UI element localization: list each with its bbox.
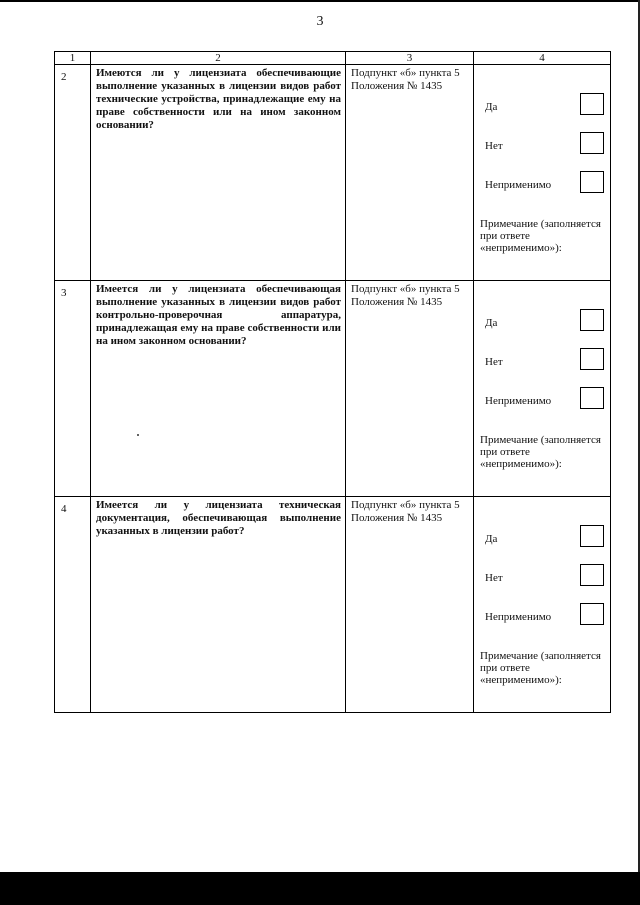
option-na-checkbox[interactable]	[580, 387, 604, 409]
option-yes-label: Да	[485, 101, 498, 113]
option-yes-label: Да	[485, 533, 498, 545]
question-text: Имеются ли у лицензиата обеспечивающие выполнение указанных в лицензии видов работ технические устройства, принадлежащие ему на праве собственности или на ином законном основании?	[91, 65, 346, 281]
option-yes-label: Да	[485, 317, 498, 329]
option-na-label: Неприменимо	[485, 179, 552, 191]
header-cell-1: 1	[55, 52, 91, 65]
question-text-content: Имеется ли у лицензиата обеспечивающая выполнение указанных в лицензии видов работ контрольно-проверочная аппаратура, принадлежащая ему на праве собственности или на ином законном основании?	[96, 283, 341, 347]
note-text: Примечание (заполняется при ответе «неприменимо»):	[480, 218, 601, 254]
header-cell-3: 3	[346, 52, 474, 65]
question-text	[91, 281, 346, 497]
legal-reference: Подпункт «б» пункта 5 Положения № 1435	[346, 497, 474, 713]
legal-reference: Подпункт «б» пункта 5 Положения № 1435	[346, 281, 474, 497]
option-na-checkbox[interactable]	[580, 603, 604, 625]
option-no-label: Нет	[485, 356, 503, 368]
note-text: Примечание (заполняется при ответе «неприменимо»):	[480, 434, 601, 470]
question-text: Имеется ли у лицензиата техническая документация, обеспечивающая выполнение указанных в лицензии работ?	[91, 497, 346, 713]
answer-cell	[474, 497, 611, 713]
option-yes-checkbox[interactable]	[580, 525, 604, 547]
header-cell-4: 4	[474, 52, 611, 65]
option-no-checkbox[interactable]	[580, 348, 604, 370]
row-number: 2	[55, 65, 91, 281]
table-row	[55, 65, 611, 281]
note-text: Примечание (заполняется при ответе «неприменимо»):	[480, 650, 601, 686]
option-no-label: Нет	[485, 572, 503, 584]
option-no-checkbox[interactable]	[580, 132, 604, 154]
option-na-label: Неприменимо	[485, 611, 552, 623]
table-row	[55, 497, 611, 713]
row-number: 4	[55, 497, 91, 713]
option-na-label: Неприменимо	[485, 395, 552, 407]
scan-bottom-band	[0, 872, 640, 905]
checklist-table	[54, 51, 611, 713]
answer-cell	[474, 281, 611, 497]
legal-reference: Подпункт «б» пункта 5 Положения № 1435	[346, 65, 474, 281]
option-yes-checkbox[interactable]	[580, 309, 604, 331]
header-row	[55, 52, 611, 65]
option-na-checkbox[interactable]	[580, 171, 604, 193]
header-cell-2: 2	[91, 52, 346, 65]
option-no-label: Нет	[485, 140, 503, 152]
row-number: 3	[55, 281, 91, 497]
scan-top-border	[0, 0, 640, 2]
answer-cell	[474, 65, 611, 281]
table-row	[55, 281, 611, 497]
option-no-checkbox[interactable]	[580, 564, 604, 586]
scan-speck	[137, 434, 139, 436]
option-yes-checkbox[interactable]	[580, 93, 604, 115]
page-number: 3	[316, 14, 324, 29]
